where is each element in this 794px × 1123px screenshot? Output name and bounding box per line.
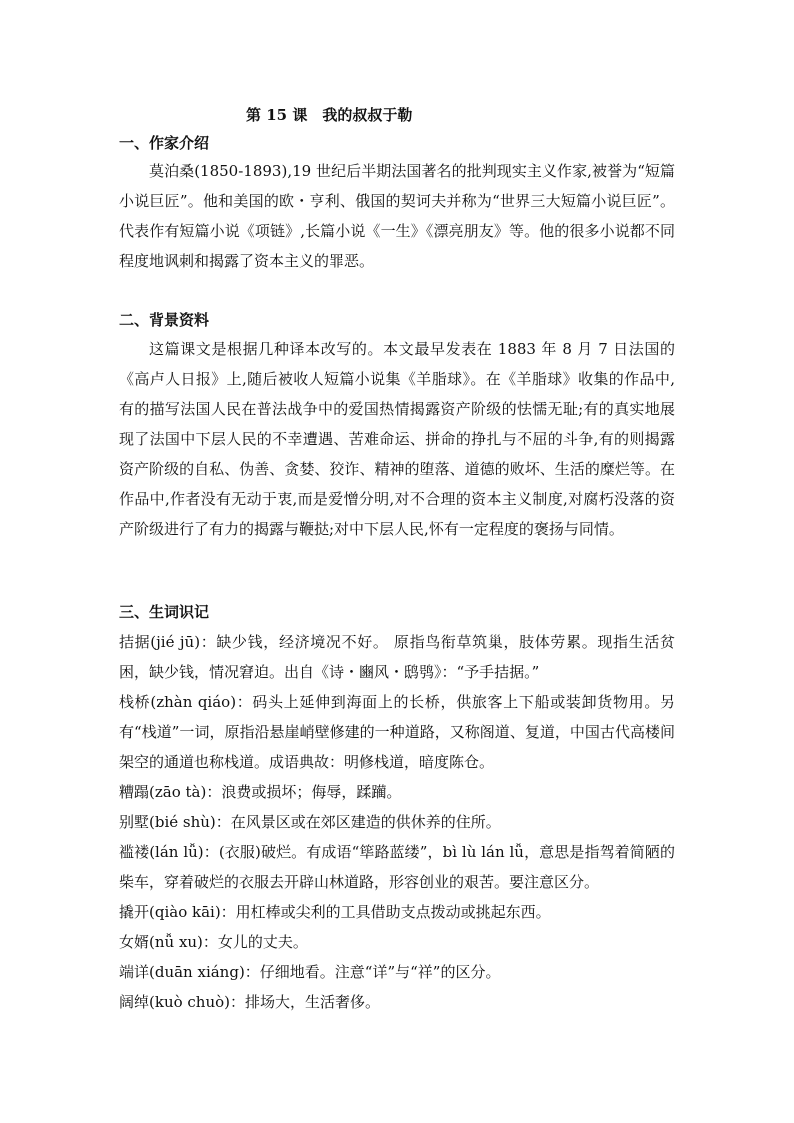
vocab-item-zhanqiao: 栈桥(zhàn qiáo)：码头上延伸到海面上的长桥，供旅客上下船或装卸货物用。另有“栈道”一词，原指沿悬崖峭壁修建的一种道路，又称阁道、复道，中国古代高楼间架空的通道也称栈道。成语典故：明修栈道，暗度陈仓。 [119, 693, 675, 771]
page-title: 第 15 课 我的叔叔于勒 [246, 106, 413, 124]
vocab-item-bieshu: 别墅(bié shù)：在风景区或在郊区建造的供休养的住所。 [119, 813, 501, 831]
section-heading-vocabulary: 三、生词识记 [119, 603, 210, 621]
section-heading-author: 一、作家介绍 [119, 134, 210, 152]
vocab-item-zaota: 糟蹋(zāo tà)：浪费或损坏；侮辱，蹂躏。 [119, 783, 402, 801]
background-paragraph: 这篇课文是根据几种译本改写的。本文最早发表在 1883 年 8 月 7 日法国的《高卢人日报》上,随后被收人短篇小说集《羊脂球》。在《羊脂球》收集的作品中,有的描写法国人民在普法战争中的爱国热情揭露资产阶级的怯懦无耻;有的真实地展现了法国中下层人民的不幸遭遇、苦难命运、拼命的挣扎与不屈的斗争,有的则揭露资产阶级的自私、伪善、贪婪、狡诈、精神的堕落、道德的败坏、生活的糜烂等。在作品中,作者没有无动于衷,而是爱憎分明,对不合理的资本主义制度,对腐朽没落的资产阶级进行了有力的揭露与鞭挞;对中下层人民,怀有一定程度的褒扬与同情。 [119, 340, 675, 538]
author-intro-paragraph: 莫泊桑(1850-1893),19 世纪后半期法国著名的批判现实主义作家,被誉为“短篇小说巨匠”。他和美国的欧・亨利、俄国的契诃夫并称为“世界三大短篇小说巨匠”。代表作有短篇小说《项链》,长篇小说《一生》《漂亮朋友》等。他的很多小说都不同程度地讽刺和揭露了资本主义的罪恶。 [119, 162, 675, 270]
vocab-item-jieju: 拮据(jié jū)：缺少钱，经济境况不好。 原指鸟衔草筑巢，肢体劳累。现指生活贫困，缺少钱，情况窘迫。出自《诗・豳风・鸱鸮》：“予手拮据。” [119, 633, 675, 681]
vocab-item-qiaokai: 撬开(qiào kāi)：用杠棒或尖利的工具借助支点拨动或挑起东西。 [119, 903, 551, 921]
vocab-item-nvxu: 女婿(nǚ xu)：女儿的丈夫。 [119, 933, 308, 951]
vocab-item-lanlv: 褴褛(lán lǚ)：(衣服)破烂。有成语“筚路蓝缕”，bì lù lán lǚ，意思是指驾着简陋的柴车，穿着破烂的衣服去开辟山林道路，形容创业的艰苦。要注意区分。 [119, 843, 675, 891]
vocab-item-kuochuo: 阔绰(kuò chuò)：排场大，生活奢侈。 [119, 993, 381, 1011]
vocab-item-duanxiang: 端详(duān xiáng)：仔细地看。注意“详”与“祥”的区分。 [119, 963, 501, 981]
vocabulary-list [119, 627, 675, 1017]
section-heading-background: 二、背景资料 [119, 311, 210, 329]
